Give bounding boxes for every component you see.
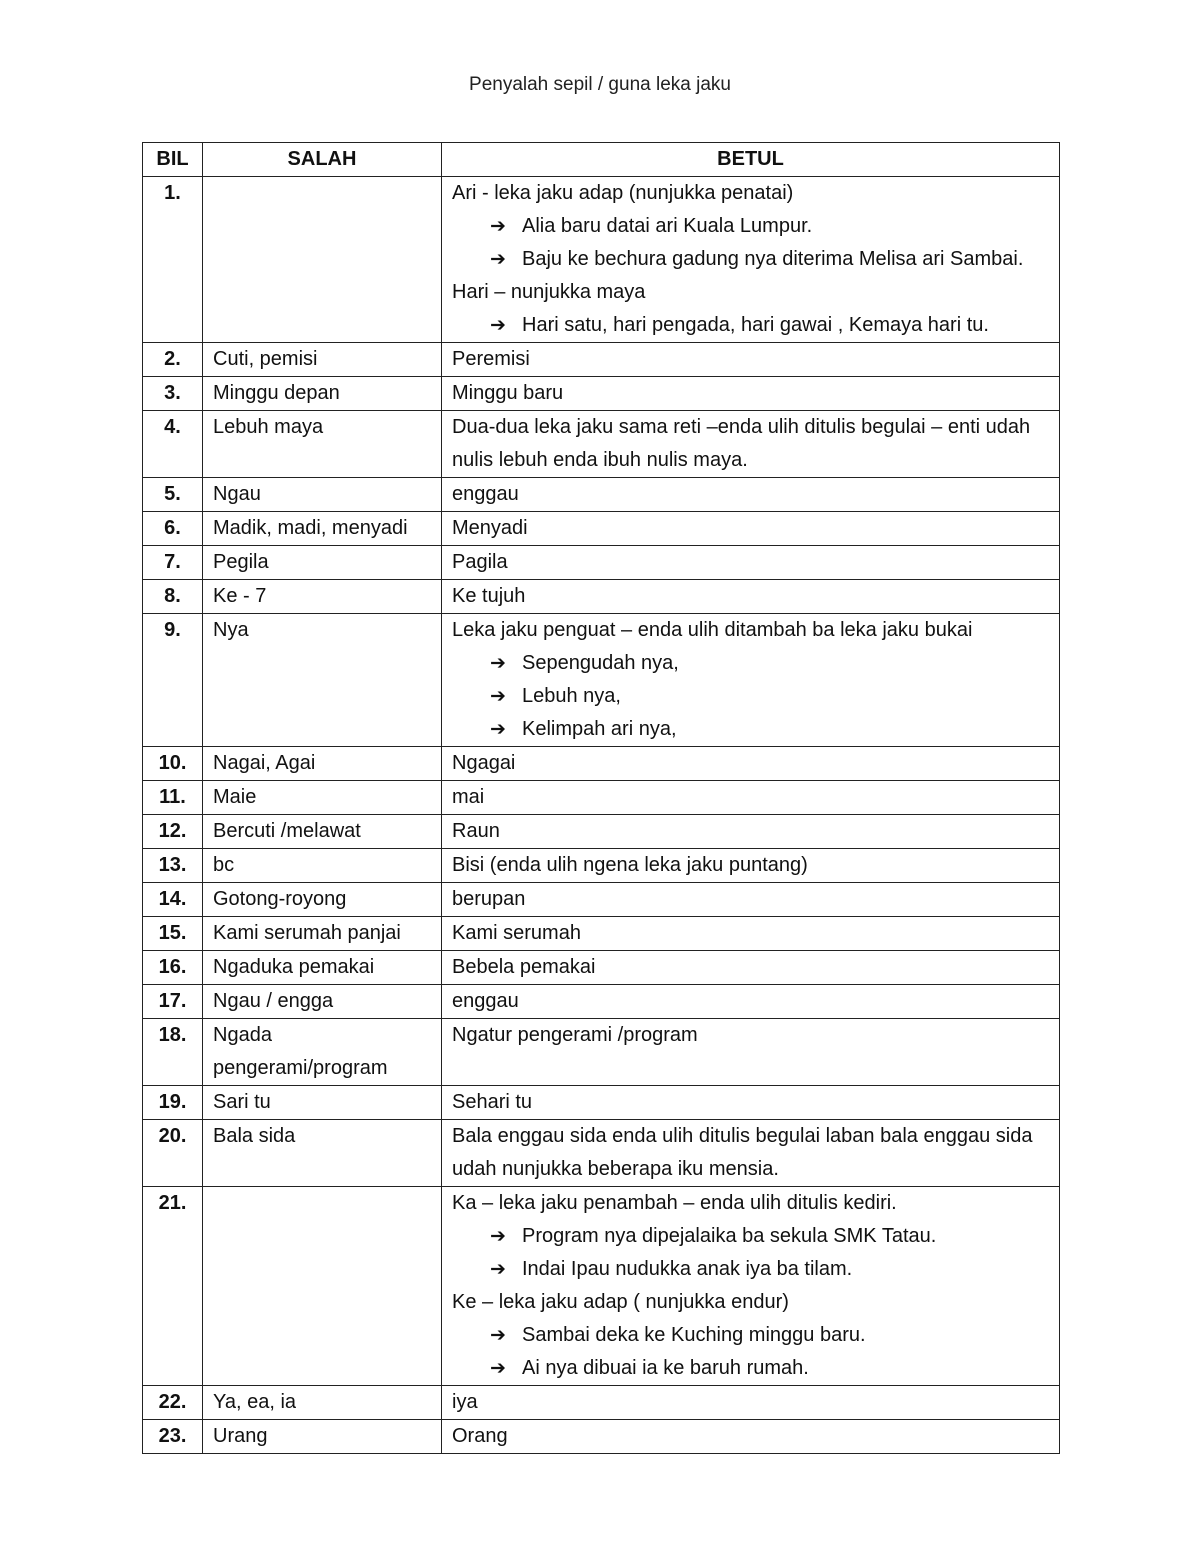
row-number: 2. <box>143 343 203 377</box>
bullet-text: Sambai deka ke Kuching minggu baru. <box>522 1324 866 1346</box>
right-arrow-icon: ➔ <box>490 719 506 740</box>
row-number: 5. <box>143 478 203 512</box>
betul-cell <box>442 849 1060 883</box>
bullet-line <box>452 210 1049 243</box>
betul-text: Dua-dua leka jaku sama reti –enda ulih ditulis begulai – enti udah nulis lebuh enda ibuh nulis maya. <box>452 416 1031 471</box>
salah-cell: Urang <box>203 1420 442 1454</box>
betul-text: Pagila <box>452 551 508 573</box>
table-row <box>143 614 1060 747</box>
salah-cell: Madik, madi, menyadi <box>203 512 442 546</box>
betul-cell <box>442 377 1060 411</box>
salah-cell: Gotong-royong <box>203 883 442 917</box>
betul-text: Kami serumah <box>452 922 581 944</box>
bullet-line <box>452 1352 1049 1385</box>
header-salah: SALAH <box>203 143 442 177</box>
betul-text: Ke – leka jaku adap ( nunjukka endur) <box>452 1291 789 1313</box>
page-title: Penyalah sepil / guna leka jaku <box>469 74 731 95</box>
betul-text: berupan <box>452 888 526 910</box>
row-number: 19. <box>143 1086 203 1120</box>
correction-table <box>142 142 1060 1454</box>
bullet-text: Program nya dipejalaika ba sekula SMK Tatau. <box>522 1225 937 1247</box>
row-number: 13. <box>143 849 203 883</box>
row-number: 9. <box>143 614 203 747</box>
betul-cell <box>442 478 1060 512</box>
table-row <box>143 951 1060 985</box>
betul-cell <box>442 815 1060 849</box>
row-number: 15. <box>143 917 203 951</box>
table-row <box>143 177 1060 343</box>
table-row <box>143 1120 1060 1187</box>
bullet-text: Sepengudah nya, <box>522 652 679 674</box>
betul-cell <box>442 1420 1060 1454</box>
table-row <box>143 1187 1060 1386</box>
bullet-line <box>452 713 1049 746</box>
salah-cell: Ngau / engga <box>203 985 442 1019</box>
right-arrow-icon: ➔ <box>490 1226 506 1247</box>
row-number: 23. <box>143 1420 203 1454</box>
salah-cell <box>203 177 442 343</box>
table-row <box>143 377 1060 411</box>
bullet-line <box>452 1220 1049 1253</box>
table-row <box>143 478 1060 512</box>
row-number: 18. <box>143 1019 203 1086</box>
table-row <box>143 580 1060 614</box>
row-number: 10. <box>143 747 203 781</box>
betul-text: Ari - leka jaku adap (nunjukka penatai) <box>452 182 794 204</box>
salah-cell: Ngada pengerami/program <box>203 1019 442 1086</box>
salah-cell: Minggu depan <box>203 377 442 411</box>
row-number: 20. <box>143 1120 203 1187</box>
salah-cell: Ngaduka pemakai <box>203 951 442 985</box>
table-row <box>143 849 1060 883</box>
table-row <box>143 1420 1060 1454</box>
row-number: 3. <box>143 377 203 411</box>
row-number: 4. <box>143 411 203 478</box>
row-number: 17. <box>143 985 203 1019</box>
right-arrow-icon: ➔ <box>490 315 506 336</box>
betul-cell <box>442 580 1060 614</box>
bullet-text: Lebuh nya, <box>522 685 621 707</box>
row-number: 22. <box>143 1386 203 1420</box>
betul-text: Ngagai <box>452 752 516 774</box>
betul-text: Leka jaku penguat – enda ulih ditambah ba leka jaku bukai <box>452 619 973 641</box>
salah-cell: Sari tu <box>203 1086 442 1120</box>
salah-cell: Pegila <box>203 546 442 580</box>
bullet-text: Alia baru datai ari Kuala Lumpur. <box>522 215 813 237</box>
betul-cell <box>442 985 1060 1019</box>
bullet-line <box>452 680 1049 713</box>
betul-text: Ngatur pengerami /program <box>452 1024 698 1046</box>
betul-text: Ka – leka jaku penambah – enda ulih ditulis kediri. <box>452 1192 897 1214</box>
salah-cell <box>203 1187 442 1386</box>
bullet-line <box>452 647 1049 680</box>
table-row <box>143 546 1060 580</box>
betul-cell <box>442 1120 1060 1187</box>
bullet-text: Ai nya dibuai ia ke baruh rumah. <box>522 1357 809 1379</box>
bullet-line <box>452 1253 1049 1286</box>
betul-text: Peremisi <box>452 348 530 370</box>
betul-cell <box>442 411 1060 478</box>
betul-cell <box>442 883 1060 917</box>
betul-text: Raun <box>452 820 500 842</box>
row-number: 11. <box>143 781 203 815</box>
table-row <box>143 1019 1060 1086</box>
betul-cell <box>442 512 1060 546</box>
row-number: 14. <box>143 883 203 917</box>
salah-cell: bc <box>203 849 442 883</box>
table-body <box>143 177 1060 1454</box>
betul-text: iya <box>452 1391 478 1413</box>
bullet-line <box>452 309 1049 342</box>
betul-text: Ke tujuh <box>452 585 526 607</box>
right-arrow-icon: ➔ <box>490 249 506 270</box>
betul-cell <box>442 1086 1060 1120</box>
right-arrow-icon: ➔ <box>490 653 506 674</box>
table-row <box>143 917 1060 951</box>
betul-cell <box>442 546 1060 580</box>
table-row <box>143 985 1060 1019</box>
betul-text: mai <box>452 786 485 808</box>
bullet-text: Indai Ipau nudukka anak iya ba tilam. <box>522 1258 853 1280</box>
right-arrow-icon: ➔ <box>490 1325 506 1346</box>
betul-cell <box>442 343 1060 377</box>
row-number: 16. <box>143 951 203 985</box>
table-row <box>143 781 1060 815</box>
betul-cell <box>442 177 1060 343</box>
betul-text: Hari – nunjukka maya <box>452 281 646 303</box>
salah-cell: Cuti, pemisi <box>203 343 442 377</box>
bullet-text: Kelimpah ari nya, <box>522 718 677 740</box>
table-row <box>143 883 1060 917</box>
betul-cell <box>442 614 1060 747</box>
betul-text: Bebela pemakai <box>452 956 596 978</box>
betul-cell <box>442 747 1060 781</box>
row-number: 12. <box>143 815 203 849</box>
betul-text: Sehari tu <box>452 1091 533 1113</box>
row-number: 8. <box>143 580 203 614</box>
salah-cell: Ke - 7 <box>203 580 442 614</box>
betul-text: Minggu baru <box>452 382 564 404</box>
salah-cell: Bercuti /melawat <box>203 815 442 849</box>
salah-cell: Ngau <box>203 478 442 512</box>
table-row <box>143 512 1060 546</box>
salah-cell: Ya, ea, ia <box>203 1386 442 1420</box>
salah-cell: Maie <box>203 781 442 815</box>
table-row <box>143 1086 1060 1120</box>
betul-text: enggau <box>452 483 519 505</box>
bullet-text: Baju ke bechura gadung nya diterima Melisa ari Sambai. <box>522 248 1024 270</box>
betul-cell <box>442 951 1060 985</box>
bullet-line <box>452 243 1049 276</box>
header-bil: BIL <box>143 143 203 177</box>
right-arrow-icon: ➔ <box>490 686 506 707</box>
table-row <box>143 1386 1060 1420</box>
betul-text: Bala enggau sida enda ulih ditulis begulai laban bala enggau sida udah nunjukka beberapa iku mensia. <box>452 1125 1033 1180</box>
header-betul: BETUL <box>442 143 1060 177</box>
salah-cell: Nagai, Agai <box>203 747 442 781</box>
row-number: 21. <box>143 1187 203 1386</box>
betul-cell <box>442 1019 1060 1086</box>
table-row <box>143 815 1060 849</box>
betul-text: Orang <box>452 1425 508 1447</box>
betul-cell <box>442 917 1060 951</box>
betul-text: enggau <box>452 990 519 1012</box>
betul-text: Bisi (enda ulih ngena leka jaku puntang) <box>452 854 808 876</box>
salah-cell: Lebuh maya <box>203 411 442 478</box>
right-arrow-icon: ➔ <box>490 1259 506 1280</box>
bullet-line <box>452 1319 1049 1352</box>
table-row <box>143 411 1060 478</box>
salah-cell: Nya <box>203 614 442 747</box>
row-number: 7. <box>143 546 203 580</box>
row-number: 6. <box>143 512 203 546</box>
betul-cell <box>442 781 1060 815</box>
betul-cell <box>442 1187 1060 1386</box>
table-row <box>143 747 1060 781</box>
table-header-row <box>143 143 1060 177</box>
bullet-text: Hari satu, hari pengada, hari gawai , Kemaya hari tu. <box>522 314 989 336</box>
betul-cell <box>442 1386 1060 1420</box>
right-arrow-icon: ➔ <box>490 216 506 237</box>
salah-cell: Bala sida <box>203 1120 442 1187</box>
row-number: 1. <box>143 177 203 343</box>
table-row <box>143 343 1060 377</box>
right-arrow-icon: ➔ <box>490 1358 506 1379</box>
salah-cell: Kami serumah panjai <box>203 917 442 951</box>
betul-text: Menyadi <box>452 517 528 539</box>
